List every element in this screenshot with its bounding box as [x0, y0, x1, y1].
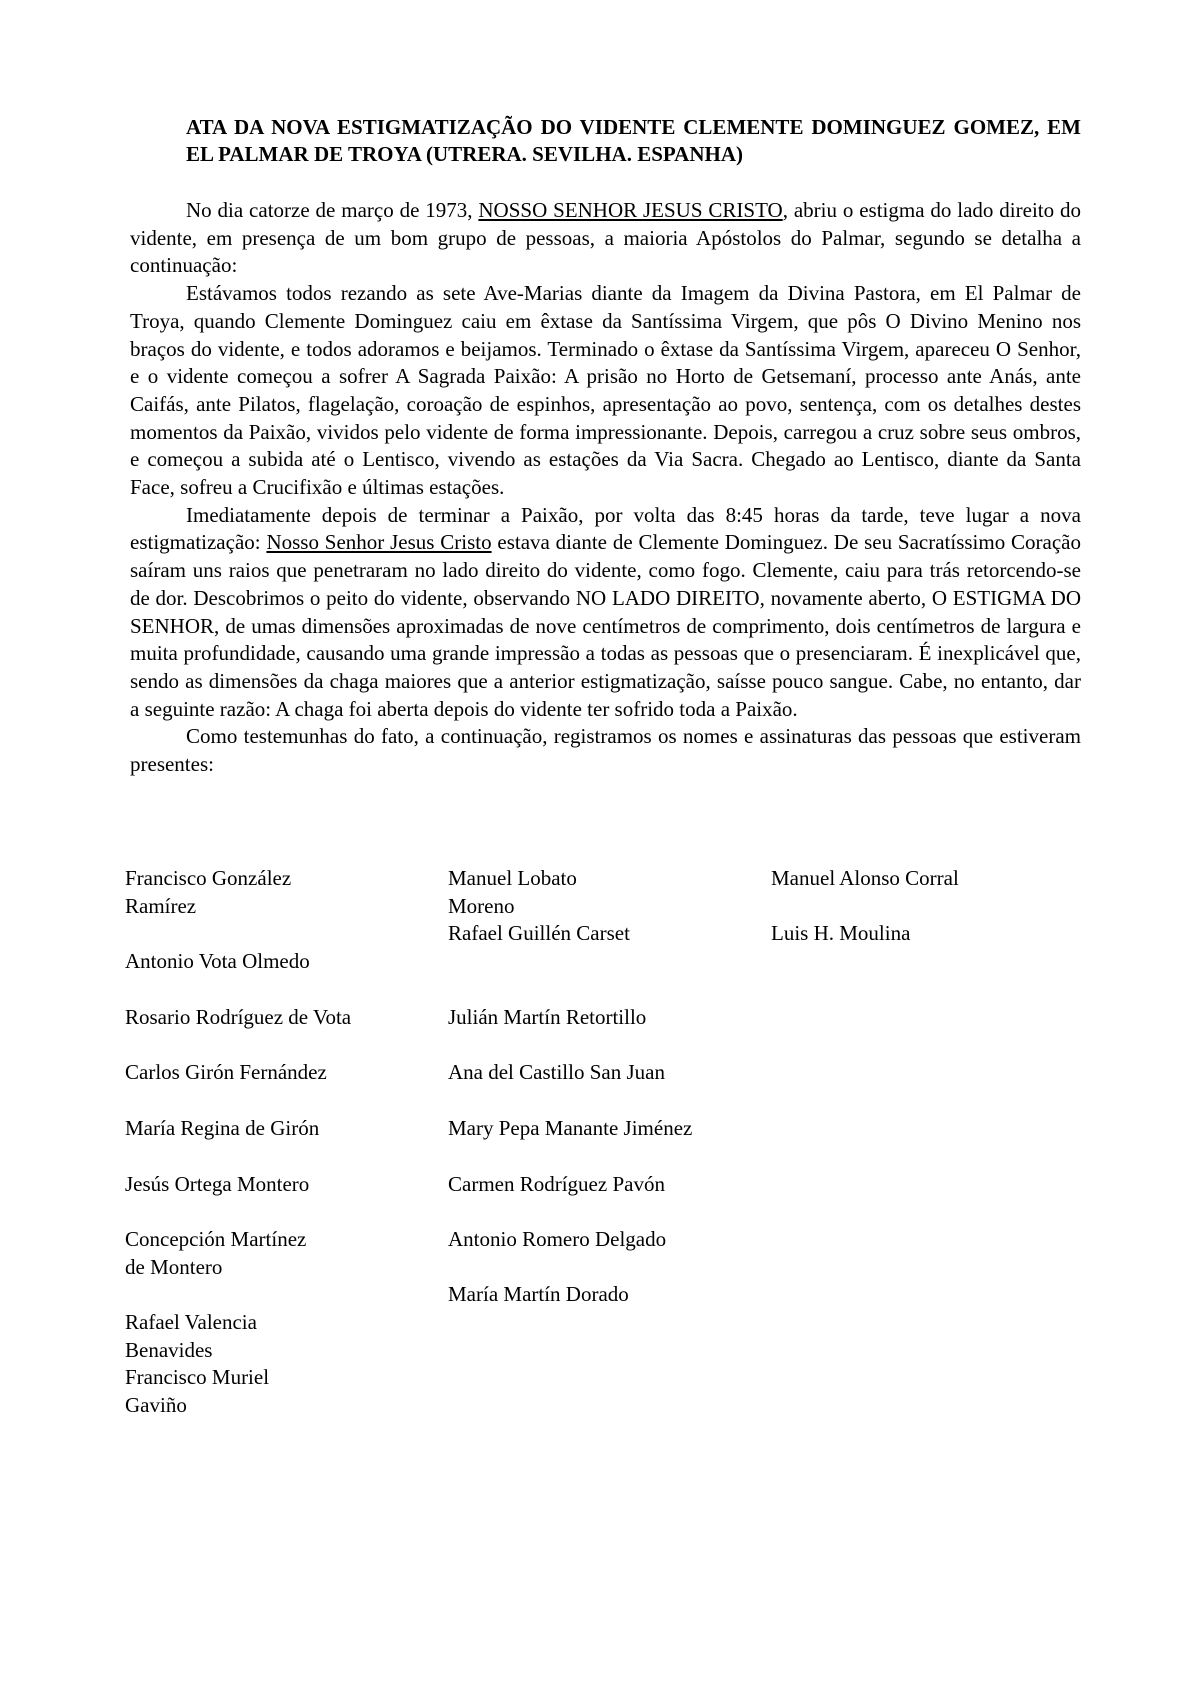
paragraph-3-text-b: estava diante de Clemente Dominguez. De seu Sacratíssimo Coração saíram uns raios que penetraram no lado direito do vidente, como fogo. Clemente, caiu para trás retorcendo-se de dor. Descobrimos o peito do vidente, observando NO LADO DIREITO, novamente aberto, O ESTIGMA DO SENHOR, de umas dimensões aproximadas de nove centímetros de comprimento, dois centímetros de largura e muita profundidade, causando uma grande impressão a todas as pessoas que o presenciaram. É inexplicável que, sendo as dimensões da chaga maiores que a anterior estigmatização, saísse pouco sangue. Cabe, no entanto, dar a seguinte razão: A chaga foi aberta depois do vidente ter sofrido toda a Paixão. [130, 530, 1082, 721]
document-body [130, 197, 1081, 779]
signature-name: Rafael Guillén Carset [448, 921, 630, 945]
signature-name: Concepción Martínez de Montero [125, 1227, 307, 1279]
signature-name: Francisco González Ramírez [125, 866, 292, 918]
signature-name: Ana del Castillo San Juan [448, 1060, 665, 1084]
paragraph-3 [130, 502, 1081, 724]
signature-name: Julián Martín Retortillo [448, 1005, 647, 1029]
paragraph-1 [130, 197, 1081, 280]
signature-name: Mary Pepa Manante Jiménez [448, 1116, 693, 1140]
signature-name: Francisco Muriel Gaviño [125, 1365, 270, 1417]
paragraph-3-underlined: Nosso Senhor Jesus Cristo [266, 530, 492, 555]
signature-name: Luis H. Moulina [771, 921, 911, 945]
signature-name: Antonio Vota Olmedo [125, 949, 310, 973]
signature-name: Jesús Ortega Montero [125, 1172, 310, 1196]
signature-name: Rosario Rodríguez de Vota [125, 1005, 352, 1029]
paragraph-1-text-a: No dia catorze de março de 1973, [186, 198, 479, 222]
paragraph-1-text-b: , abriu o estigma do lado direito do vidente, em presença de um bom grupo de pessoas, a maioria Apóstolos do Palmar, segundo se detalha a continuação: [130, 198, 1081, 278]
paragraph-4: Como testemunhas do fato, a continuação, registramos os nomes e assinaturas das pessoas que estiveram presentes: [130, 724, 1081, 777]
signature-name: Carmen Rodríguez Pavón [448, 1172, 665, 1196]
document-title: ATA DA NOVA ESTIGMATIZAÇÃO DO VIDENTE CLEMENTE DOMINGUEZ GOMEZ, EM EL PALMAR DE TROYA (UTRERA. SEVILHA. ESPANHA) [186, 115, 1081, 166]
paragraph-2: Estávamos todos rezando as sete Ave-Marias diante da Imagem da Divina Pastora, em El Palmar de Troya, quando Clemente Dominguez caiu em êxtase da Santíssima Virgem, que pôs O Divino Menino nos braços do vidente, e todos adoramos e beijamos. Terminado o êxtase da Santíssima Virgem, apareceu O Senhor, e o vidente começou a sofrer A Sagrada Paixão: A prisão no Horto de Getsemaní, processo ante Anás, ante Caifás, ante Pilatos, flagelação, coroação de espinhos, apresentação ao povo, sentença, com os detalhes destes momentos da Paixão, vividos pelo vidente de forma impressionante. Depois, carregou a cruz sobre seus ombros, e começou a subida até o Lentisco, vivendo as estações da Via Sacra. Chegado ao Lentisco, diante da Santa Face, sofreu a Crucifixão e últimas estações. [130, 281, 1081, 500]
paragraph-3-text-a: Imediatamente depois de terminar a Paixão, por volta das 8:45 horas da tarde, teve lugar a nova estigmatização: [130, 502, 1081, 555]
signature-name: María Regina de Girón [125, 1116, 320, 1140]
signature-name: María Martín Dorado [448, 1282, 629, 1306]
paragraph-1-underlined: NOSSO SENHOR JESUS CRISTO [478, 198, 783, 222]
signature-name: Rafael Valencia Benavides [125, 1310, 257, 1362]
signature-name: Antonio Romero Delgado [448, 1227, 667, 1251]
signature-name: Carlos Girón Fernández [125, 1060, 327, 1084]
signature-name: Manuel Alonso Corral [771, 866, 959, 890]
signature-name: Manuel Lobato Moreno [448, 866, 577, 918]
